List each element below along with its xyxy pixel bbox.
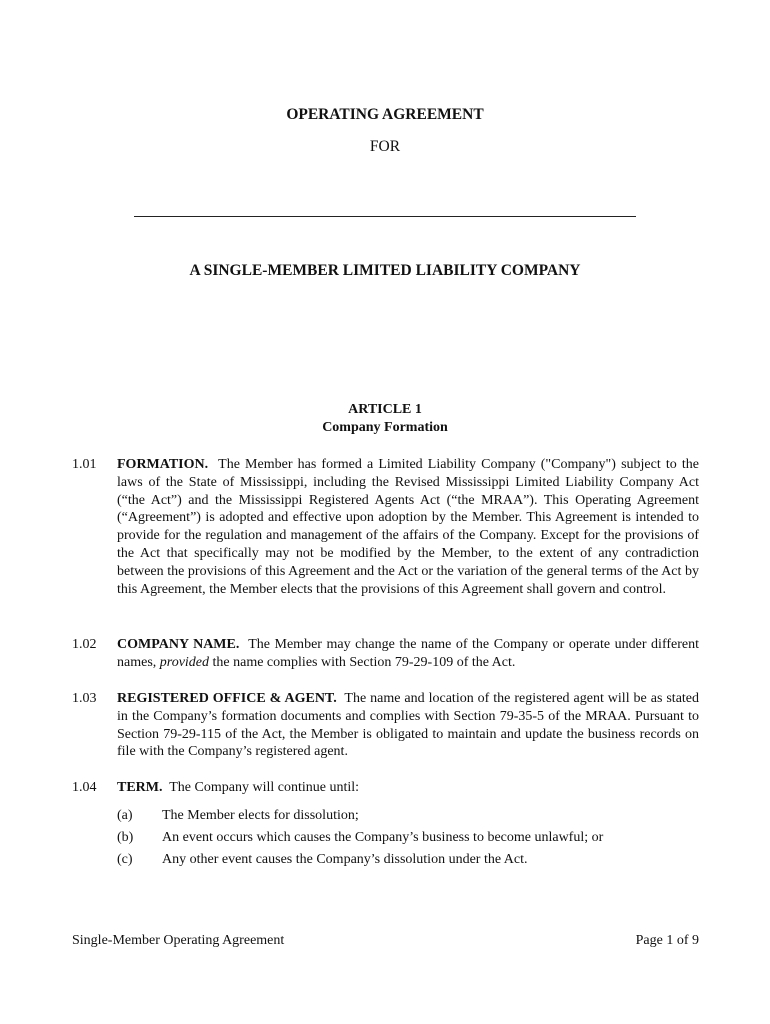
list-item-text: An event occurs which causes the Company’s business to become unlawful; or — [162, 830, 604, 845]
section-body — [117, 456, 699, 598]
list-item-text: Any other event causes the Company’s dissolution under the Act. — [162, 852, 528, 867]
section-heading: TERM. — [117, 780, 163, 795]
article-number: ARTICLE 1 — [348, 402, 422, 417]
section-1-02 — [72, 636, 699, 672]
list-item — [117, 827, 699, 849]
section-heading: FORMATION. — [117, 457, 209, 472]
section-text: The name and location of the registered agent will be as stated in the Company’s formation documents and complies with Section 79-35-5 of the MRAA. Pursuant to Section 79-29-115 of the Act, the Member is obligated to maintain and update the business records on file with the Company’s registered agent. — [117, 691, 700, 760]
list-item-label: (b) — [117, 830, 134, 845]
section-heading: COMPANY NAME. — [117, 637, 240, 652]
section-number: 1.04 — [72, 780, 97, 795]
article-title: Company Formation — [322, 420, 448, 435]
section-heading: REGISTERED OFFICE & AGENT. — [117, 691, 337, 706]
document-subtitle: A SINGLE-MEMBER LIMITED LIABILITY COMPANY — [189, 262, 581, 279]
footer-page-number: Page 1 of 9 — [635, 933, 699, 948]
title-for: FOR — [369, 138, 401, 155]
section-text: The Member may change the name of the Company or operate under different names, — [117, 637, 699, 670]
document-title: OPERATING AGREEMENT — [286, 106, 484, 123]
list-item — [117, 805, 699, 827]
section-number: 1.01 — [72, 457, 97, 472]
section-number: 1.03 — [72, 691, 97, 706]
section-1-01 — [72, 456, 699, 598]
section-text: The Member has formed a Limited Liability Company ("Company") subject to the laws of the State of Mississippi, including the Revised Mississippi Limited Liability Company Act (“the Act”) and the Mississippi Registered Agents Act (“the MRAA”). This Operating Agreement (“Agreement”) is adopted and effective upon adoption by the Member. This Agreement is intended to provide for the regulation and management of the affairs of the Company. Except for the provisions of the Act that specifically may not be modified by the Member, to the extent of any contradiction between the provisions of this Agreement and the Act or the variation of the general terms of the Act by this Agreement, the Member elects that the provisions of this Agreement shall govern and control. — [117, 457, 699, 597]
section-body — [117, 779, 699, 797]
section-text-italic: provided — [159, 654, 210, 670]
term-conditions-list — [117, 805, 699, 871]
section-text-end: the name complies with Section 79-29-109 of the Act. — [212, 654, 516, 670]
list-item-label: (a) — [117, 808, 133, 823]
list-item — [117, 849, 699, 871]
section-body — [117, 690, 699, 761]
footer-document-name: Single-Member Operating Agreement — [72, 933, 285, 948]
section-body — [117, 636, 699, 672]
section-number: 1.02 — [72, 637, 97, 652]
section-text: The Company will continue until: — [169, 780, 360, 795]
section-1-03 — [72, 690, 699, 761]
list-item-text: The Member elects for dissolution; — [162, 808, 359, 823]
section-1-04 — [72, 779, 699, 797]
list-item-label: (c) — [117, 852, 133, 867]
company-name-blank-line — [134, 216, 636, 217]
